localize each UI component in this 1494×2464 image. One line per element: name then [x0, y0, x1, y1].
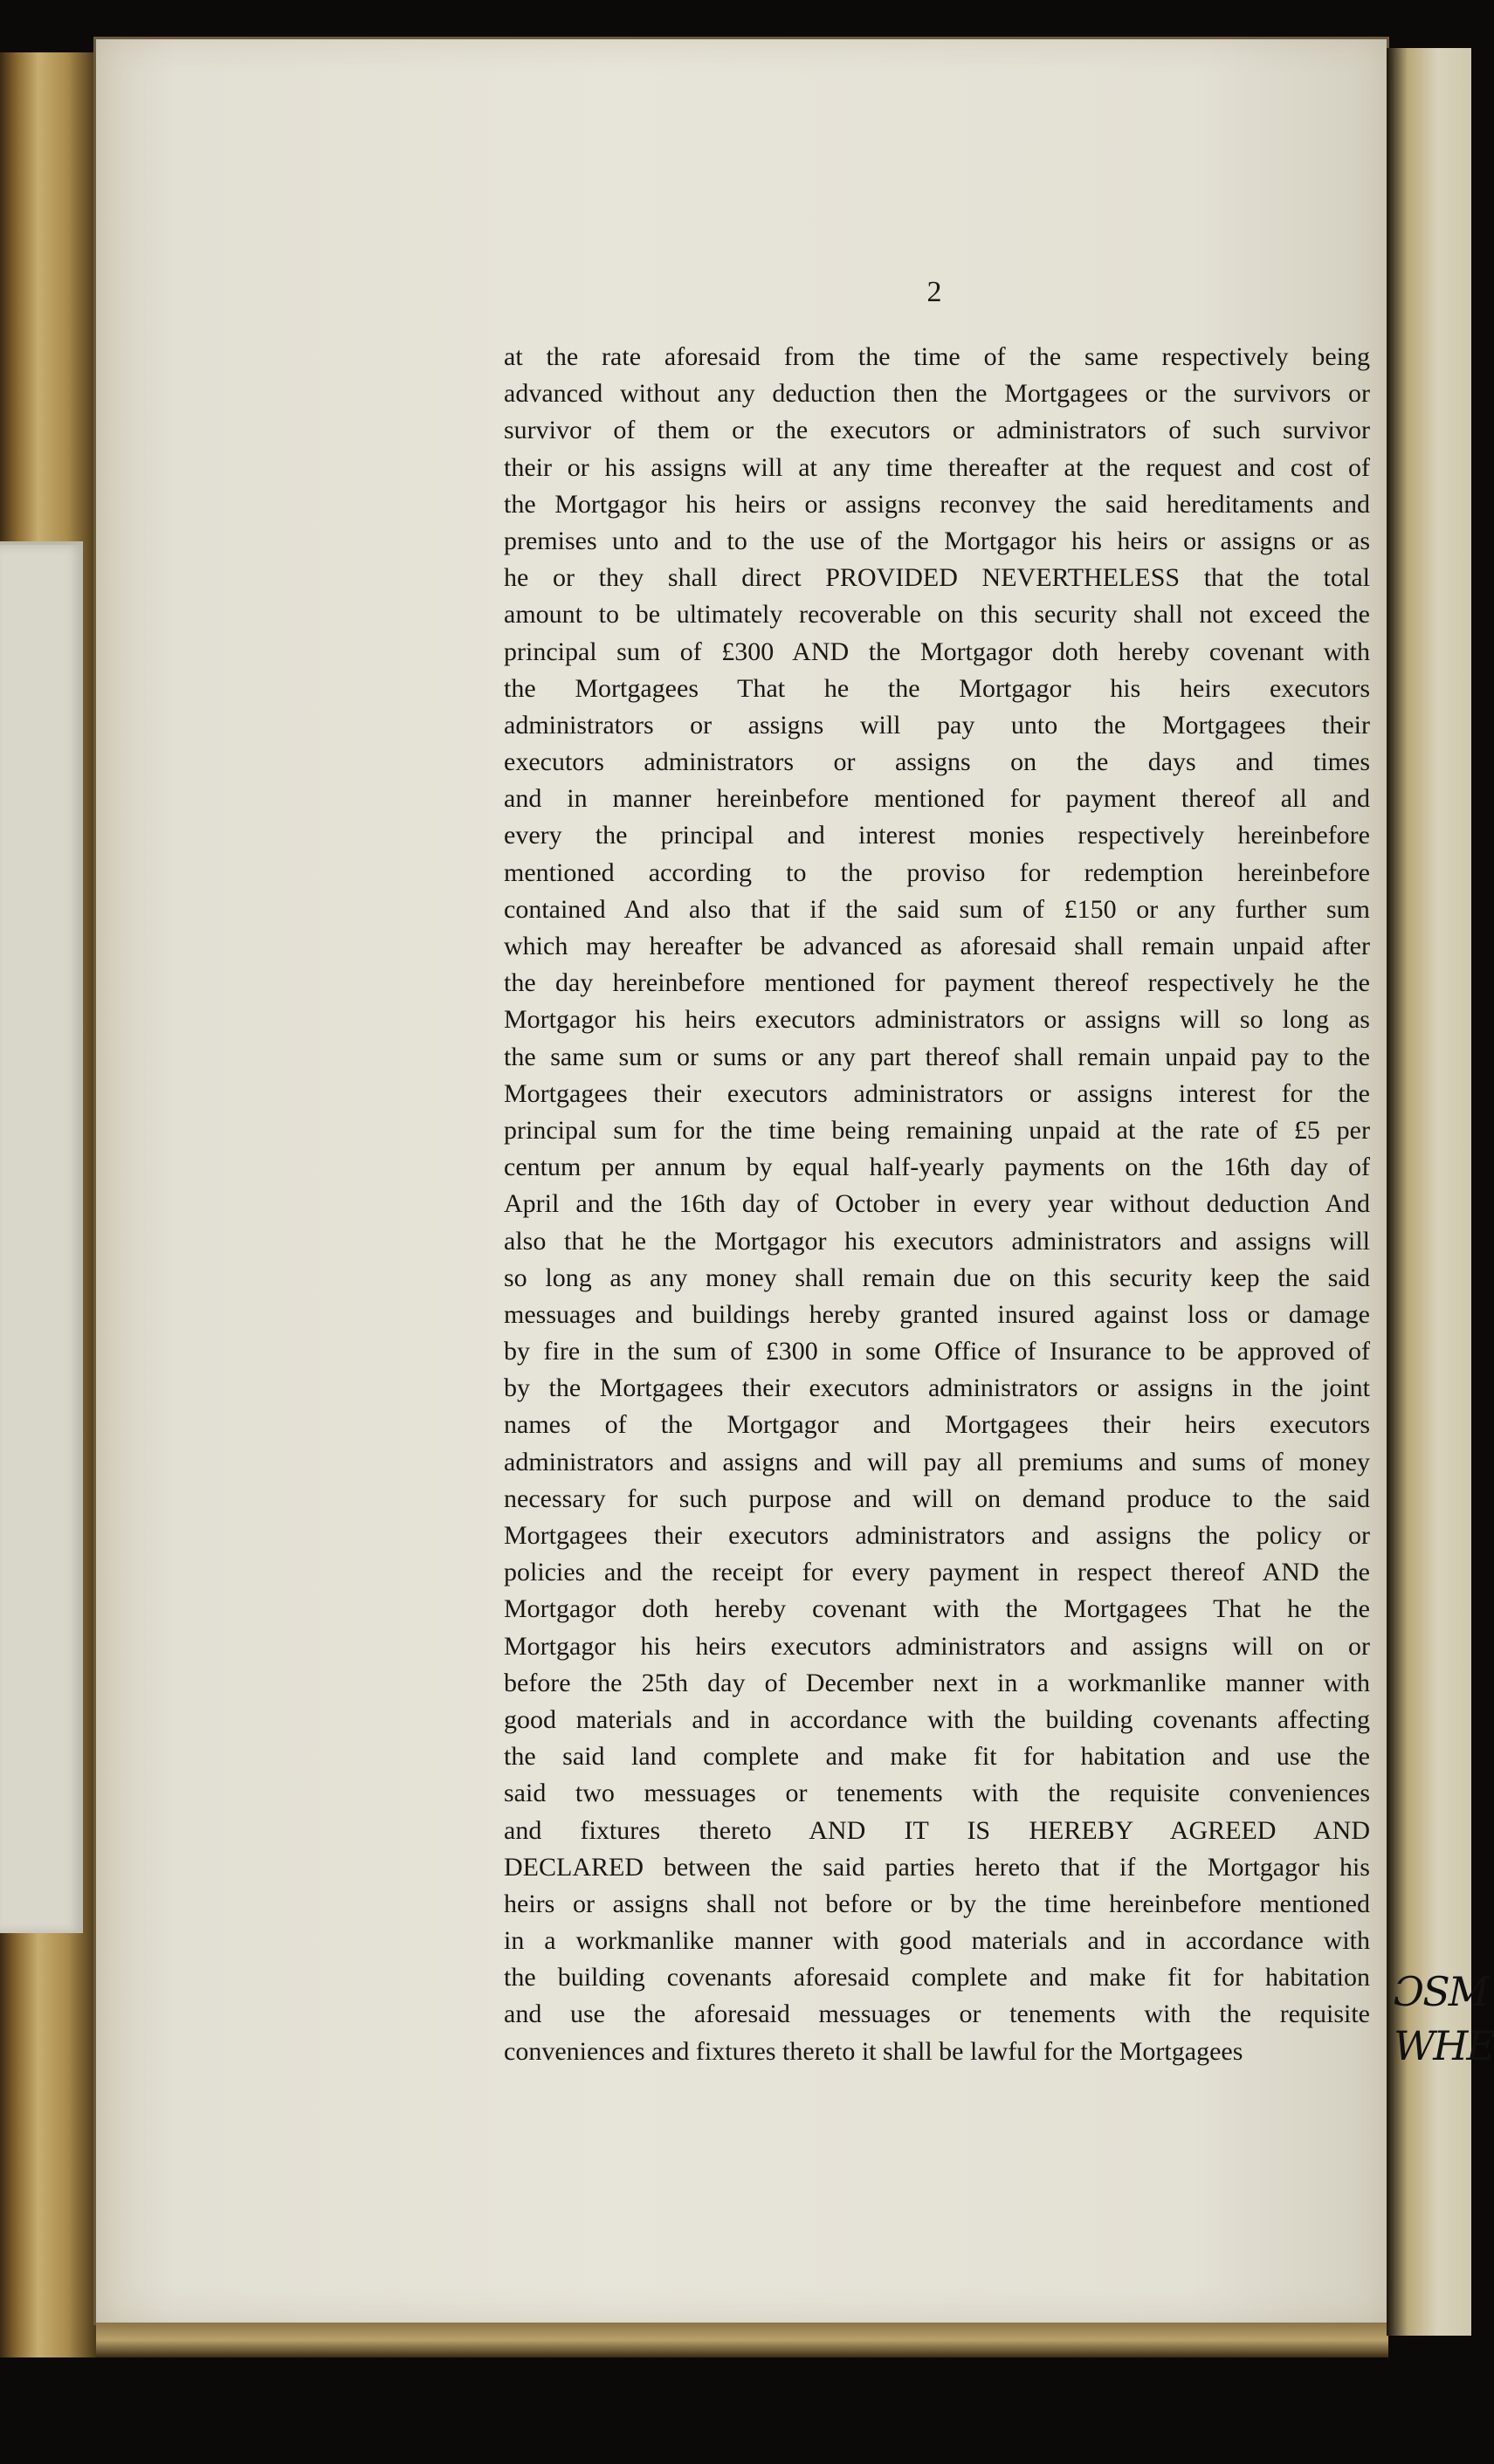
- text-line: amount to be ultimately recoverable on this security shall not exceed the: [504, 600, 1370, 630]
- text-line: mentioned according to the proviso for redemption hereinbefore: [504, 857, 1370, 887]
- text-line: messuages and buildings hereby granted insured against loss or damage: [504, 1299, 1370, 1329]
- text-line: by the Mortgagees their executors administrators or assigns in the joint: [504, 1373, 1370, 1403]
- text-line: heirs or assigns shall not before or by the time hereinbefore mentioned: [504, 1889, 1370, 1918]
- text-line: and use the aforesaid messuages or tenements with the requisite: [504, 1999, 1370, 2029]
- text-line: Mortgagees their executors administrators and assigns the policy or: [504, 1521, 1370, 1550]
- inserted-leaf: [0, 541, 83, 1933]
- text-line: so long as any money shall remain due on this security keep the said: [504, 1263, 1370, 1292]
- text-line: and fixtures thereto AND IT IS HEREBY AGREED AND: [504, 1815, 1370, 1845]
- text-line: advanced without any deduction then the Mortgagees or the survivors or: [504, 379, 1370, 409]
- text-line: the same sum or sums or any part thereof shall remain unpaid pay to the: [504, 1042, 1370, 1071]
- text-line: every the principal and interest monies respectively hereinbefore: [504, 821, 1370, 850]
- text-line: premises unto and to the use of the Mortgagor his heirs or assigns or as: [504, 526, 1370, 555]
- text-line: names of the Mortgagor and Mortgagees their heirs executors: [504, 1410, 1370, 1440]
- text-line: administrators and assigns and will pay all premiums and sums of money: [504, 1447, 1370, 1476]
- text-line: centum per annum by equal half-yearly payments on the 16th day of: [504, 1153, 1370, 1182]
- text-line: before the 25th day of December next in a workmanlike manner with: [504, 1668, 1370, 1697]
- page-number: 2: [926, 276, 942, 308]
- text-line: by fire in the sum of £300 in some Office of Insurance to be approved of: [504, 1337, 1370, 1366]
- text-line: also that he the Mortgagor his executors administrators and assigns will: [504, 1226, 1370, 1256]
- text-line: Mortgagor doth hereby covenant with the Mortgagees That he the: [504, 1594, 1370, 1624]
- text-line: April and the 16th day of October in every year without deduction And: [504, 1189, 1370, 1219]
- text-line: in a workmanlike manner with good materials and in accordance with: [504, 1926, 1370, 1956]
- text-line: executors administrators or assigns on the days and times: [504, 747, 1370, 777]
- text-line: conveniences and fixtures thereto it shall be lawful for the Mortgagees: [504, 2036, 1243, 2066]
- margin-note-line: ƆSM: [1394, 1968, 1488, 2015]
- text-line: the Mortgagor his heirs or assigns reconvey the said hereditaments and: [504, 489, 1370, 519]
- text-line: he or they shall direct PROVIDED NEVERTHELESS that the total: [504, 563, 1370, 593]
- book-left-edge: [0, 52, 96, 2357]
- text-line: at the rate aforesaid from the time of the same respectively being: [504, 342, 1370, 371]
- text-line: Mortgagor his heirs executors administrators and assigns will on or: [504, 1631, 1370, 1661]
- document-body-text: [504, 339, 1370, 2070]
- text-line: good materials and in accordance with the building covenants affecting: [504, 1704, 1370, 1734]
- text-line: principal sum for the time being remaining unpaid at the rate of £5 per: [504, 1115, 1370, 1145]
- text-line: the day hereinbefore mentioned for payment thereof respectively he the: [504, 968, 1370, 998]
- text-line: policies and the receipt for every payment in respect thereof AND the: [504, 1558, 1370, 1587]
- text-line: the said land complete and make fit for habitation and use the: [504, 1742, 1370, 1772]
- text-line: administrators or assigns will pay unto the Mortgagees their: [504, 710, 1370, 740]
- text-line: the Mortgagees That he the Mortgagor his heirs executors: [504, 673, 1370, 703]
- text-line: their or his assigns will at any time thereafter at the request and cost of: [504, 452, 1370, 482]
- text-line: necessary for such purpose and will on demand produce to the said: [504, 1483, 1370, 1513]
- text-line: DECLARED between the said parties hereto that if the Mortgagor his: [504, 1852, 1370, 1882]
- text-line: principal sum of £300 AND the Mortgagor doth hereby covenant with: [504, 637, 1370, 666]
- text-line: survivor of them or the executors or administrators of such survivor: [504, 416, 1370, 445]
- text-line: said two messuages or tenements with the requisite conveniences: [504, 1779, 1370, 1808]
- text-line: Mortgagor his heirs executors administrators or assigns will so long as: [504, 1005, 1370, 1035]
- page-bottom-edge: [96, 2323, 1388, 2357]
- text-line: the building covenants aforesaid complete and make fit for habitation: [504, 1963, 1370, 1993]
- text-line: contained And also that if the said sum of £150 or any further sum: [504, 894, 1370, 924]
- text-line: which may hereafter be advanced as aforesaid shall remain unpaid after: [504, 932, 1370, 960]
- margin-note-line: WHE: [1394, 2022, 1494, 2069]
- text-line: and in manner hereinbefore mentioned for payment thereof all and: [504, 784, 1370, 814]
- margin-handwritten-note: [1394, 1965, 1494, 2073]
- text-line: Mortgagees their executors administrators or assigns interest for the: [504, 1078, 1370, 1108]
